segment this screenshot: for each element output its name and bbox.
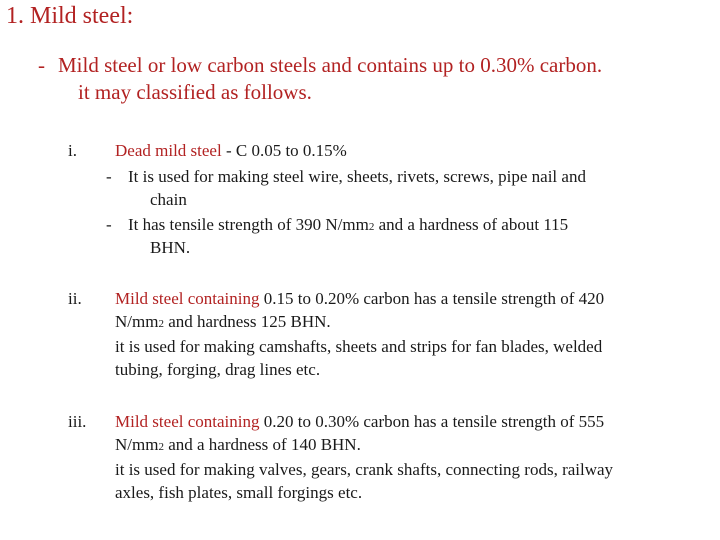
item-3-line-2 (115, 435, 361, 455)
item-2-line-2-a: N/mm (115, 312, 159, 331)
item-2-line-2 (115, 312, 331, 332)
item-3-line-2-b: and a hardness of 140 BHN. (163, 435, 361, 454)
item-1-heading-red: Dead mild steel (115, 141, 222, 160)
item-3-numeral: iii. (68, 412, 87, 431)
item-1-heading (115, 141, 347, 161)
item-3-line-3: it is used for making valves, gears, crank shafts, connecting rods, railway (115, 460, 614, 479)
item-2-line-2-b: and hardness 125 BHN. (163, 312, 331, 331)
item-3-line-4: axles, fish plates, small forgings etc. (115, 483, 363, 502)
item-1-bullet-1-line-2: chain (150, 190, 187, 209)
item-2-line-3: it is used for making camshafts, sheets and strips for fan blades, welded (115, 337, 603, 356)
intro-dash: - (38, 53, 45, 77)
item-3-line-2-sub: 2 (158, 441, 164, 453)
item-3-red: Mild steel containing (115, 412, 260, 431)
item-2-numeral: ii. (68, 289, 82, 308)
item-2-line-1-rest: 0.15 to 0.20% carbon has a tensile strength of 420 (259, 289, 605, 308)
slide-title: 1. Mild steel: (6, 3, 134, 29)
item-3-line-2-a: N/mm (115, 435, 159, 454)
item-2-line-4: tubing, forging, drag lines etc. (115, 360, 321, 379)
item-3-line-1 (115, 412, 604, 432)
item-1-bullet-2-text-b: and a hardness of about 115 (374, 215, 569, 234)
item-1-bullet-2-dash: - (106, 215, 112, 234)
item-2-red: Mild steel containing (115, 289, 260, 308)
intro-line-2: it may classified as follows. (78, 80, 312, 104)
item-3-line-1-rest: 0.20 to 0.30% carbon has a tensile strength of 555 (259, 412, 605, 431)
item-2-line-2-sub: 2 (158, 318, 164, 330)
item-1-bullet-2-line-1 (128, 215, 568, 235)
item-2-line-1 (115, 289, 604, 309)
item-1-bullet-1-line-1: It is used for making steel wire, sheets, rivets, screws, pipe nail and (128, 167, 586, 186)
intro-line-1: Mild steel or low carbon steels and contains up to 0.30% carbon. (58, 53, 603, 77)
item-1-bullet-2-text-a: It has tensile strength of 390 N/mm (128, 215, 369, 234)
item-1-heading-rest: - C 0.05 to 0.15% (221, 141, 347, 160)
item-1-bullet-2-line-2: BHN. (150, 238, 191, 257)
item-1-bullet-1-dash: - (106, 167, 112, 186)
item-1-numeral: i. (68, 141, 77, 160)
item-1-bullet-2-sub: 2 (368, 221, 375, 233)
